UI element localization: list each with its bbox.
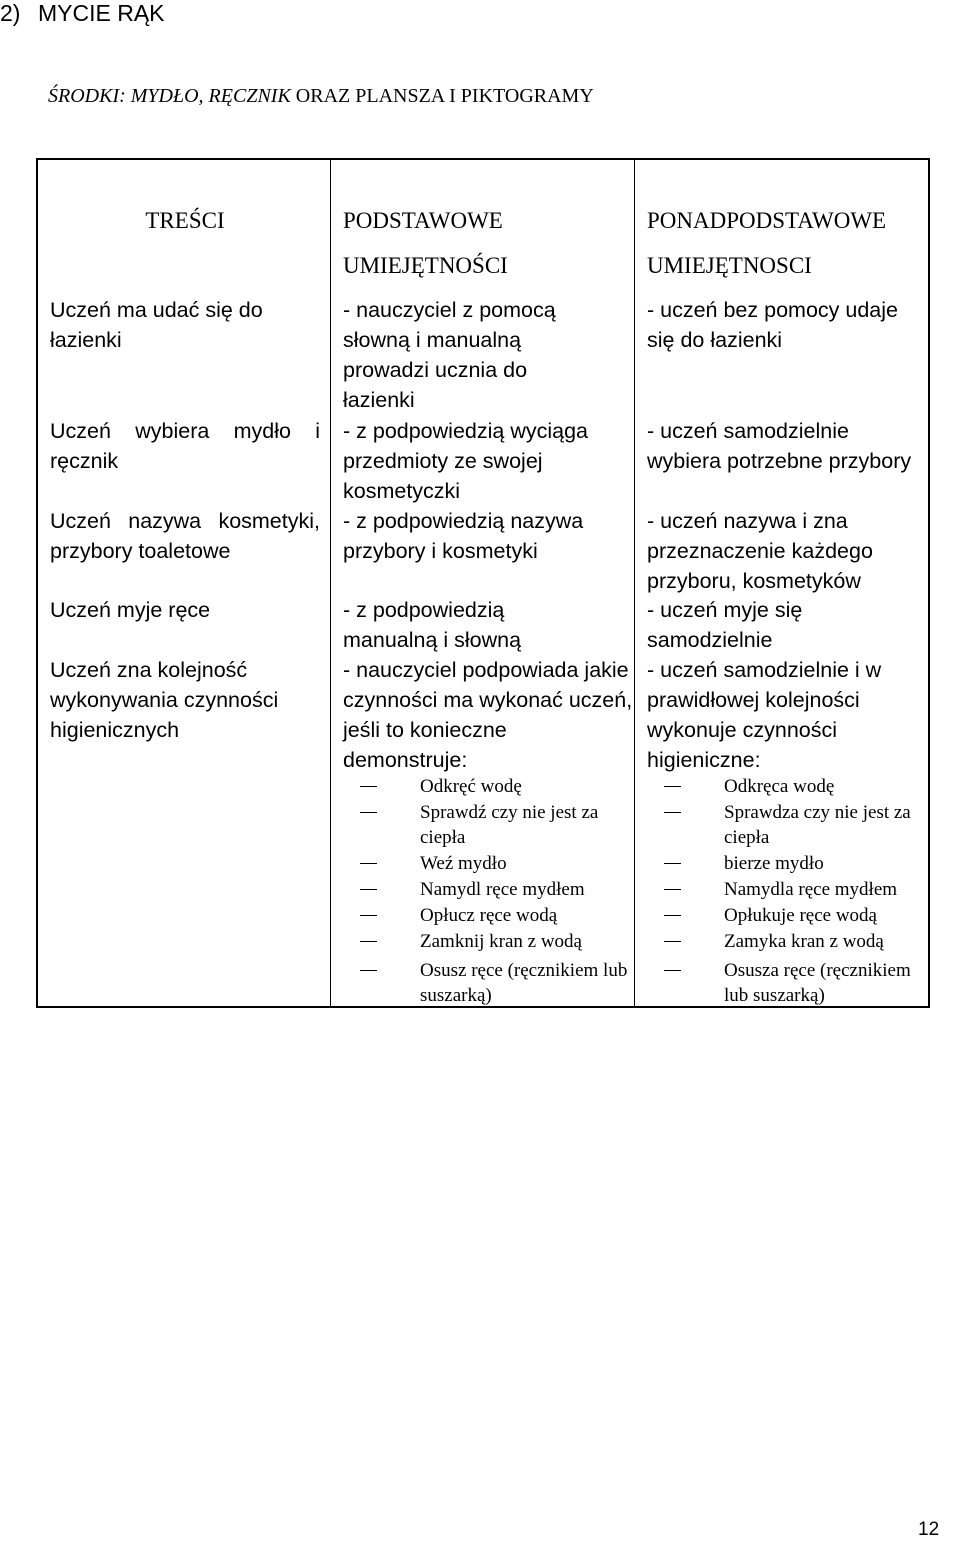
step-text: bierze mydło [724,853,824,874]
row-4-content: Uczeń myje ręce [50,598,211,622]
row-3-content: Uczeń nazywa kosmetyki, przybory toaletowe [50,509,320,563]
dash-bullet [360,863,377,864]
dash-bullet [360,915,377,916]
list-item [343,800,633,850]
row-4-basic: - z podpowiedzią manualną i słowną [343,598,522,652]
row-1-advanced: - uczeń bez pomocy udaje się do łazienki [647,298,898,352]
dash-bullet [664,812,681,813]
dash-bullet [360,970,377,971]
step-text: Zamknij kran z wodą [420,931,582,952]
header-basic-line1: PODSTAWOWE [343,208,503,233]
list-item [343,903,633,928]
materials-italic: ŚRODKI: MYDŁO, RĘCZNIK [48,85,291,107]
list-item [343,877,633,902]
row-2-advanced: - uczeń samodzielnie wybiera potrzebne przybory [647,419,912,473]
step-text: Sprawdza czy nie jest za ciepła [724,802,911,848]
column-divider [330,160,331,1006]
basic-steps-list [343,774,633,1009]
section-heading [0,0,165,26]
list-item [647,958,929,1008]
list-item [647,929,929,954]
header-advanced-line1: PONADPODSTAWOWE [647,208,887,233]
section-number: 2) [0,0,21,26]
step-text: Namydl ręce mydłem [420,879,585,900]
list-item [647,903,929,928]
list-item [343,958,633,1008]
list-item [343,774,633,799]
dash-bullet [664,786,681,787]
list-item [343,851,633,876]
page-number: 12 [918,1519,940,1540]
row-3-basic: - z podpowiedzią nazywa przybory i kosmetyki [343,509,584,563]
header-content: TREŚCI [145,208,225,233]
list-item [647,774,929,799]
column-divider [634,160,635,1006]
step-text: Opłucz ręce wodą [420,905,558,926]
list-item [647,851,929,876]
dash-bullet [664,863,681,864]
step-text: Odkręć wodę [420,776,522,797]
list-item [647,877,929,902]
dash-bullet [360,889,377,890]
step-text: Opłukuje ręce wodą [724,905,877,926]
list-item [343,929,633,954]
row-5-basic: - nauczyciel podpowiada jakie czynności ma wykonać uczeń, jeśli to konieczne demonstruje: [343,658,633,772]
dash-bullet [360,812,377,813]
step-text: Zamyka kran z wodą [724,931,884,952]
row-4-advanced: - uczeń myje się samodzielnie [647,598,803,652]
step-text: Weź mydło [420,853,507,874]
skills-table [36,158,930,1008]
section-title: MYCIE RĄK [38,0,165,26]
advanced-steps-list [647,774,929,1009]
materials-line [48,84,594,108]
step-text: Odkręca wodę [724,776,835,797]
header-basic-line2: UMIEJĘTNOŚCI [343,253,508,278]
row-2-content: Uczeń wybiera mydło i ręcznik [50,419,320,473]
step-text: Sprawdź czy nie jest za ciepła [420,802,599,848]
dash-bullet [360,941,377,942]
list-item [647,800,929,850]
dash-bullet [664,941,681,942]
row-1-basic: - nauczyciel z pomocą słowną i manualną prowadzi ucznia do łazienki [343,298,556,412]
row-5-advanced: - uczeń samodzielnie i w prawidłowej kolejności wykonuje czynności higieniczne: [647,658,882,772]
step-text: Osusz ręce (ręcznikiem lub suszarką) [420,960,628,1006]
row-5-content: Uczeń zna kolejność wykonywania czynności higienicznych [50,658,279,742]
dash-bullet [664,915,681,916]
dash-bullet [664,970,681,971]
step-text: Namydla ręce mydłem [724,879,898,900]
row-1-content: Uczeń ma udać się do łazienki [50,298,263,352]
header-advanced [647,198,932,288]
dash-bullet [360,786,377,787]
step-text: Osusza ręce (ręcznikiem lub suszarką) [724,960,911,1006]
header-basic [343,198,633,288]
row-3-advanced: - uczeń nazywa i zna przeznaczenie każdego przyboru, kosmetyków [647,509,873,593]
row-2-basic: - z podpowiedzią wyciąga przedmioty ze swojej kosmetyczki [343,419,588,503]
dash-bullet [664,889,681,890]
materials-regular: ORAZ PLANSZA I PIKTOGRAMY [290,85,594,107]
header-advanced-line2: UMIEJĘTNOSCI [647,253,812,278]
